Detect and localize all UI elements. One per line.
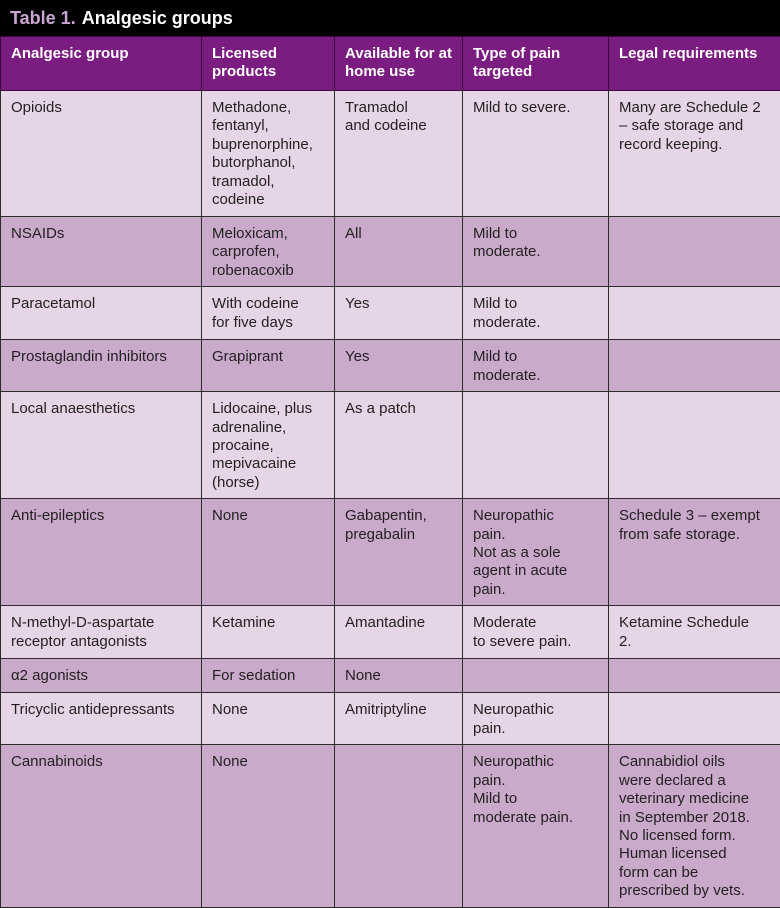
cell-legal: [609, 392, 780, 499]
header-licensed-products: Licensed products: [202, 37, 335, 91]
cell-products: For sedation: [202, 659, 335, 693]
cell-pain-type: Neuropathic pain.: [463, 693, 609, 745]
table-row: [1, 499, 780, 606]
header-available-at-home: Available for at home use: [335, 37, 463, 91]
cell-products: Lidocaine, plus adrenaline, procaine, mepivacaine (horse): [202, 392, 335, 499]
cell-products: None: [202, 693, 335, 745]
cell-pain-type: [463, 659, 609, 693]
table-row: [1, 392, 780, 499]
cell-home-use: Yes: [335, 340, 463, 392]
cell-home-use: Amantadine: [335, 606, 463, 659]
table-row: [1, 287, 780, 340]
header-analgesic-group: Analgesic group: [1, 37, 202, 91]
cell-legal: Schedule 3 – exempt from safe storage.: [609, 499, 780, 606]
table-row: [1, 340, 780, 392]
cell-group: α2 agonists: [1, 659, 202, 693]
table-title: Analgesic groups: [82, 8, 233, 29]
cell-home-use: Amitriptyline: [335, 693, 463, 745]
cell-legal: [609, 287, 780, 340]
cell-pain-type: Mild to severe.: [463, 91, 609, 217]
cell-legal: Cannabidiol oils were declared a veterinary medicine in September 2018. No licensed form. Human licensed form can be prescribed by vets.: [609, 745, 780, 907]
header-legal-requirements: Legal requirements: [609, 37, 780, 91]
cell-products: Ketamine: [202, 606, 335, 659]
cell-products: Methadone, fentanyl, buprenorphine, butorphanol, tramadol, codeine: [202, 91, 335, 217]
cell-group: Tricyclic antidepressants: [1, 693, 202, 745]
cell-group: Opioids: [1, 91, 202, 217]
cell-pain-type: Mild to moderate.: [463, 340, 609, 392]
header-type-of-pain: Type of pain targeted: [463, 37, 609, 91]
analgesic-table: [0, 36, 780, 908]
table-row: [1, 693, 780, 745]
table-row: [1, 91, 780, 217]
cell-home-use: [335, 745, 463, 907]
cell-legal: Ketamine Schedule 2.: [609, 606, 780, 659]
cell-pain-type: Mild to moderate.: [463, 217, 609, 287]
cell-legal: [609, 217, 780, 287]
cell-products: With codeine for five days: [202, 287, 335, 340]
cell-products: Meloxicam, carprofen, robenacoxib: [202, 217, 335, 287]
cell-group: N-methyl-D-aspartate receptor antagonists: [1, 606, 202, 659]
cell-group: Cannabinoids: [1, 745, 202, 907]
cell-home-use: All: [335, 217, 463, 287]
cell-pain-type: Neuropathic pain. Not as a sole agent in acute pain.: [463, 499, 609, 606]
cell-legal: [609, 659, 780, 693]
cell-group: Anti-epileptics: [1, 499, 202, 606]
cell-group: Prostaglandin inhibitors: [1, 340, 202, 392]
cell-group: Paracetamol: [1, 287, 202, 340]
table-row: [1, 217, 780, 287]
cell-pain-type: Neuropathic pain. Mild to moderate pain.: [463, 745, 609, 907]
cell-home-use: None: [335, 659, 463, 693]
cell-legal: [609, 693, 780, 745]
cell-home-use: Gabapentin, pregabalin: [335, 499, 463, 606]
cell-legal: Many are Schedule 2 – safe storage and record keeping.: [609, 91, 780, 217]
cell-products: None: [202, 745, 335, 907]
cell-home-use: As a patch: [335, 392, 463, 499]
table-title-bar: [0, 0, 780, 36]
cell-products: Grapiprant: [202, 340, 335, 392]
table-row: [1, 745, 780, 907]
cell-home-use: Tramadol and codeine: [335, 91, 463, 217]
cell-legal: [609, 340, 780, 392]
cell-pain-type: [463, 392, 609, 499]
table-label: Table 1.: [10, 8, 76, 29]
cell-products: None: [202, 499, 335, 606]
header-row: [1, 37, 780, 91]
cell-group: Local anaesthetics: [1, 392, 202, 499]
cell-home-use: Yes: [335, 287, 463, 340]
table-row: [1, 659, 780, 693]
cell-pain-type: Moderate to severe pain.: [463, 606, 609, 659]
cell-group: NSAIDs: [1, 217, 202, 287]
cell-pain-type: Mild to moderate.: [463, 287, 609, 340]
table-row: [1, 606, 780, 659]
